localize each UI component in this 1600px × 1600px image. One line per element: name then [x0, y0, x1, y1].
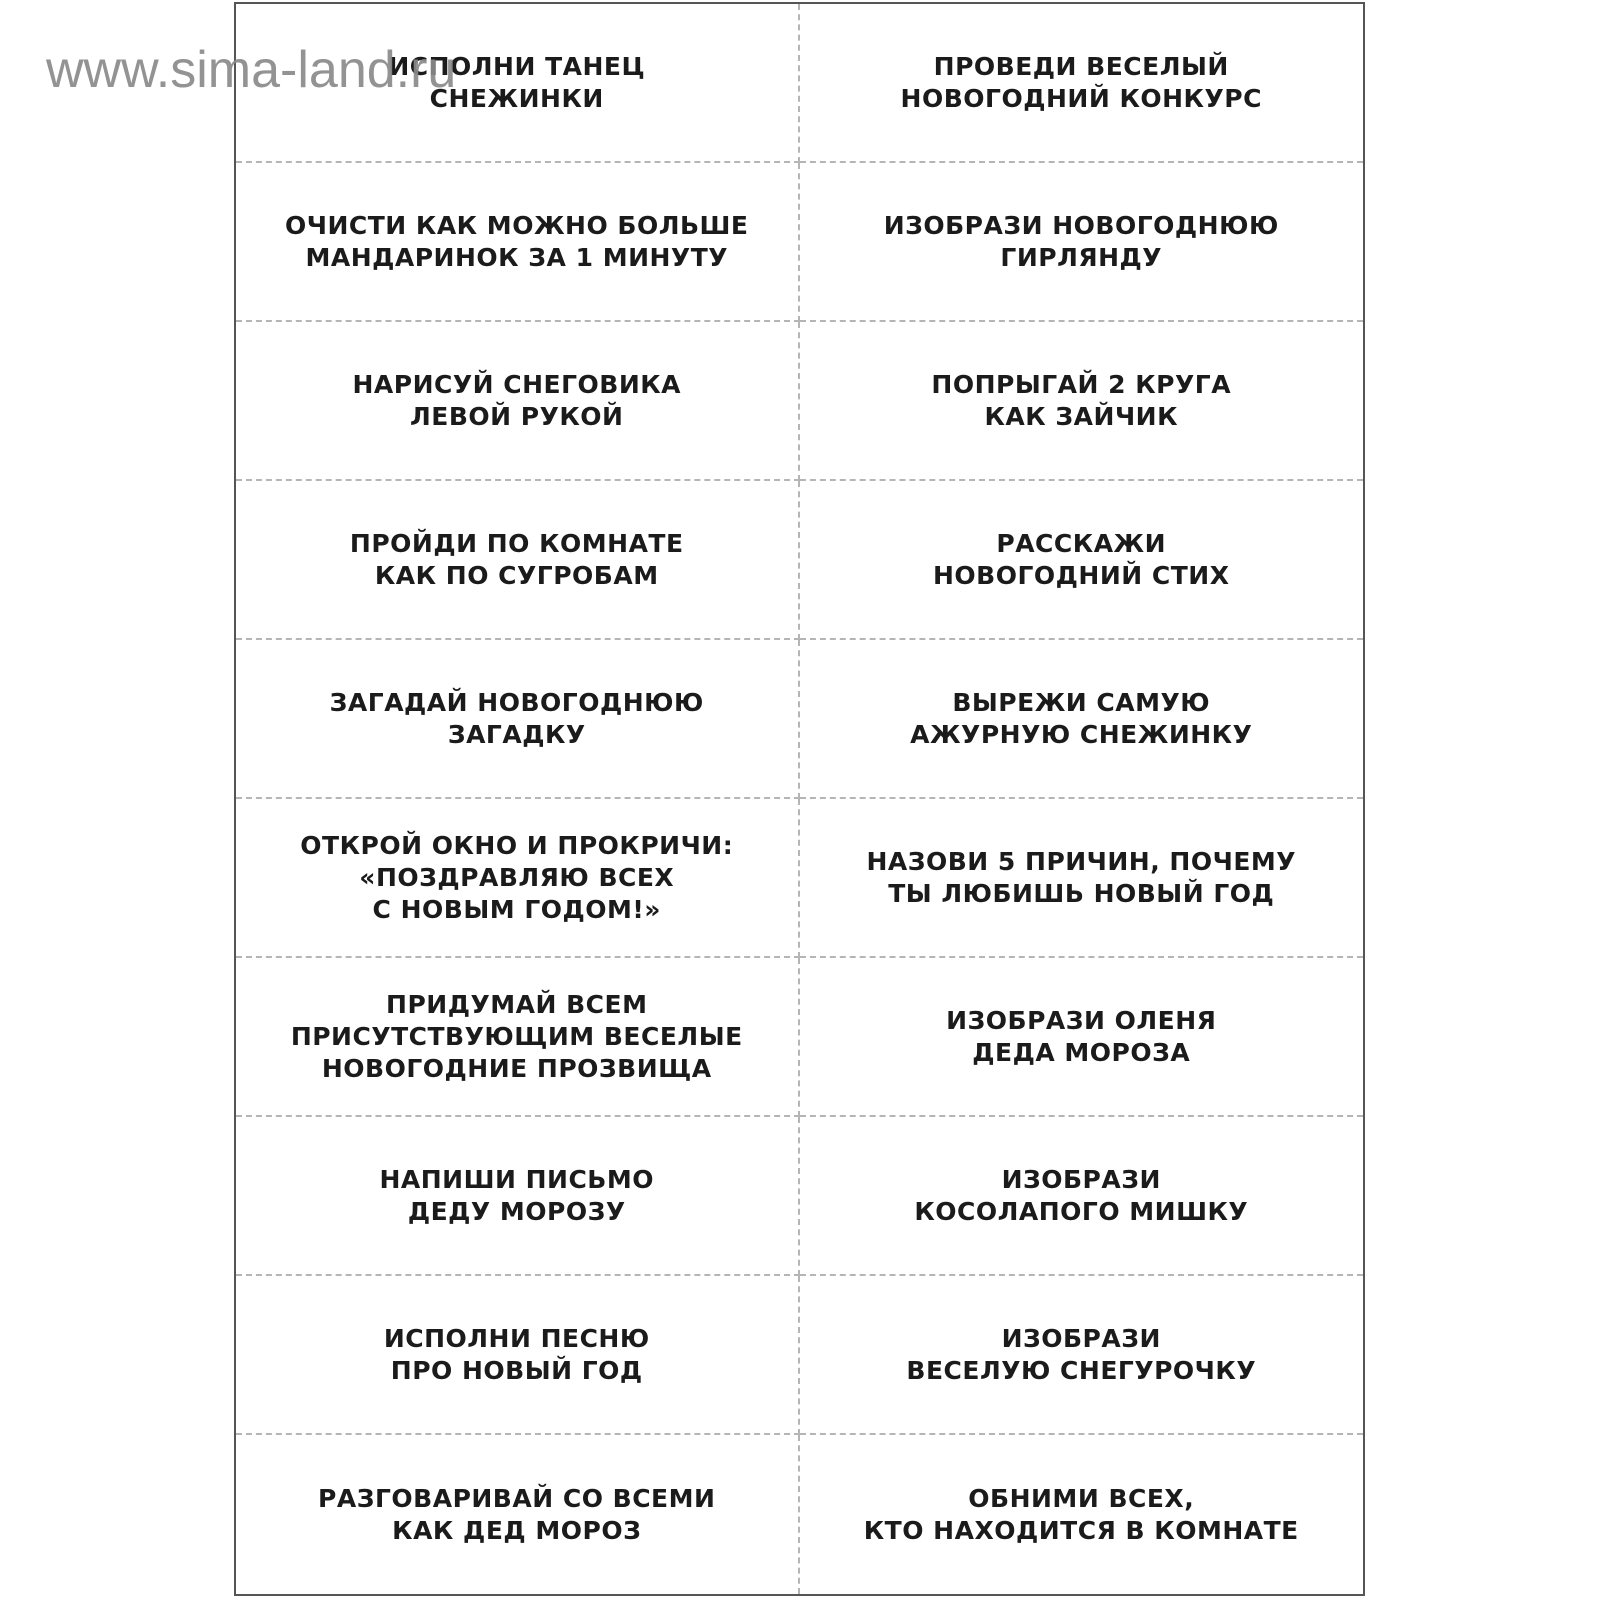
task-card — [236, 799, 800, 958]
task-card — [800, 1117, 1364, 1276]
task-card-text: НАЗОВИ 5 ПРИЧИН, ПОЧЕМУ ТЫ ЛЮБИШЬ НОВЫЙ ГОД — [866, 846, 1297, 908]
task-card-text: ИЗОБРАЗИ НОВОГОДНЮЮ ГИРЛЯНДУ — [883, 210, 1279, 272]
task-card — [800, 322, 1364, 481]
task-card — [236, 640, 800, 799]
task-card-text: ИЗОБРАЗИ ОЛЕНЯ ДЕДА МОРОЗА — [946, 1005, 1217, 1067]
task-card — [236, 1117, 800, 1276]
task-card-text: ВЫРЕЖИ САМУЮ АЖУРНУЮ СНЕЖИНКУ — [910, 687, 1253, 749]
task-card-text: ИСПОЛНИ ПЕСНЮ ПРО НОВЫЙ ГОД — [383, 1323, 650, 1385]
task-card — [800, 481, 1364, 640]
watermark-text: www.sima-land.ru — [46, 41, 457, 99]
task-card-text: ПРИДУМАЙ ВСЕМ ПРИСУТСТВУЮЩИМ ВЕСЕЛЫЕ НОВОГОДНИЕ ПРОЗВИЩА — [290, 989, 743, 1083]
task-card-text: РАЗГОВАРИВАЙ СО ВСЕМИ КАК ДЕД МОРОЗ — [318, 1483, 716, 1545]
task-card-text: НАПИШИ ПИСЬМО ДЕДУ МОРОЗУ — [379, 1164, 654, 1226]
task-card — [236, 322, 800, 481]
task-card — [800, 1435, 1364, 1594]
task-card-text: ИЗОБРАЗИ КОСОЛАПОГО МИШКУ — [914, 1164, 1249, 1226]
task-card — [800, 640, 1364, 799]
task-card — [800, 958, 1364, 1117]
task-card — [236, 1276, 800, 1435]
task-card-text: ЗАГАДАЙ НОВОГОДНЮЮ ЗАГАДКУ — [329, 687, 704, 749]
task-card — [236, 958, 800, 1117]
task-card-text: ПРОЙДИ ПО КОМНАТЕ КАК ПО СУГРОБАМ — [349, 528, 684, 590]
task-card — [236, 481, 800, 640]
task-card-text: ИСПОЛНИ ТАНЕЦ СНЕЖИНКИ — [388, 51, 646, 113]
task-card — [236, 163, 800, 322]
task-card — [800, 1276, 1364, 1435]
task-card — [236, 1435, 800, 1594]
task-card-text: ОЧИСТИ КАК МОЖНО БОЛЬШЕ МАНДАРИНОК ЗА 1 МИНУТУ — [284, 210, 749, 272]
task-card-text: ИЗОБРАЗИ ВЕСЕЛУЮ СНЕГУРОЧКУ — [906, 1323, 1257, 1385]
task-card-text: ПРОВЕДИ ВЕСЕЛЫЙ НОВОГОДНИЙ КОНКУРС — [900, 51, 1262, 113]
task-card — [800, 799, 1364, 958]
task-card — [800, 163, 1364, 322]
task-card-text: НАРИСУЙ СНЕГОВИКА ЛЕВОЙ РУКОЙ — [352, 369, 682, 431]
task-card-text: РАССКАЖИ НОВОГОДНИЙ СТИХ — [932, 528, 1230, 590]
task-card-text: ОТКРОЙ ОКНО И ПРОКРИЧИ: «ПОЗДРАВЛЯЮ ВСЕХ С НОВЫМ ГОДОМ!» — [300, 830, 734, 924]
task-card-text: ПОПРЫГАЙ 2 КРУГА КАК ЗАЙЧИК — [931, 369, 1232, 431]
task-card — [800, 4, 1364, 163]
task-card-sheet — [234, 2, 1365, 1596]
task-card-text: ОБНИМИ ВСЕХ, КТО НАХОДИТСЯ В КОМНАТЕ — [863, 1483, 1299, 1545]
